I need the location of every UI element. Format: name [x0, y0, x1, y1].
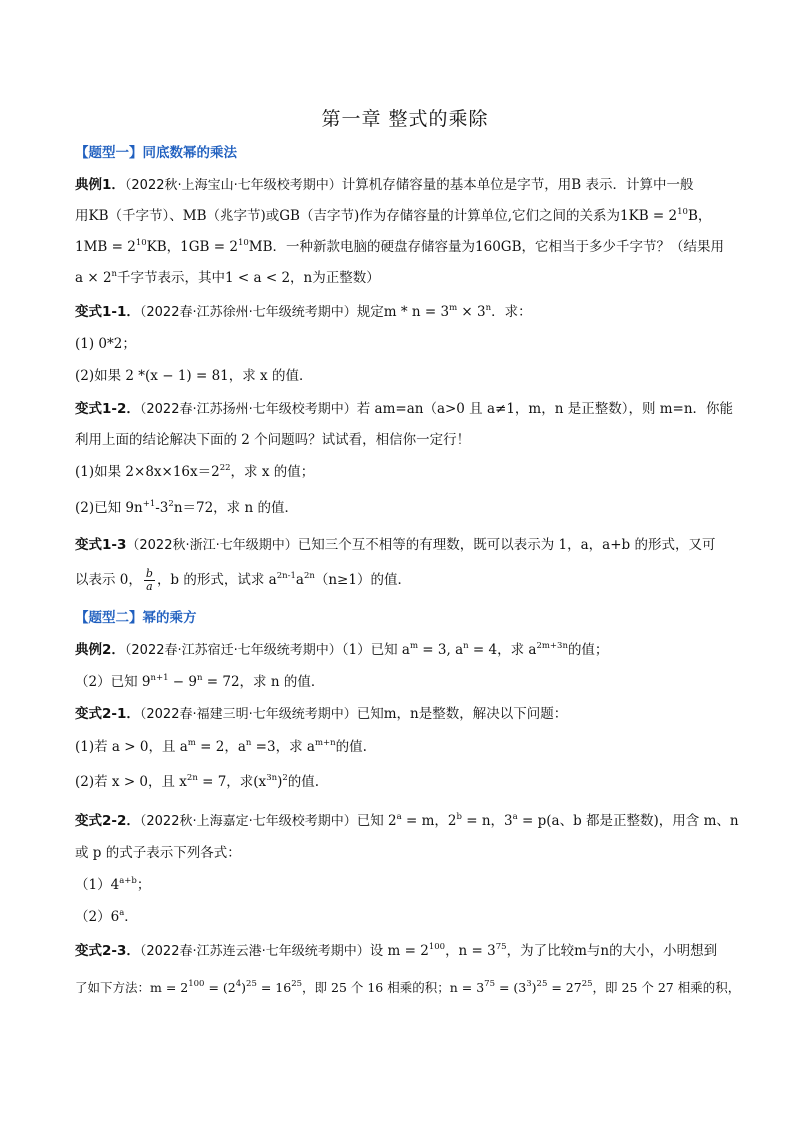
example-2-text-2c: = 72，求 n 的值． [202, 674, 325, 690]
fraction-denominator: a [146, 580, 153, 593]
exponent: 25 [291, 979, 303, 989]
variant-2-2-q2-a: （2）6 [75, 909, 120, 925]
variant-2-3-source: （2022春·江苏连云港·七年级统考期中） [139, 944, 370, 959]
exponent: 3n [266, 773, 278, 783]
example-2-line-2 [75, 672, 735, 692]
variant-1-2-q2-text: (2)已知 9n [75, 500, 143, 516]
variant-2-1-q2-b: = 7，求(x [197, 774, 267, 790]
variant-1-2-question-1 [75, 462, 735, 482]
variant-2-1-q2-c: ) [277, 774, 283, 790]
example-2-label: 典例2． [75, 642, 125, 658]
exponent: b [456, 812, 462, 822]
exponent: 3 [526, 979, 532, 989]
exponent: 75 [484, 979, 495, 989]
variant-1-1-text-a: 规定m * n = 3 [356, 304, 450, 320]
variant-1-3-line-1 [75, 535, 735, 556]
exponent: 25 [581, 979, 593, 989]
exponent: a [512, 812, 518, 822]
variant-1-2-source: （2022春·江苏扬州·七年级校考期中） [139, 402, 357, 417]
exponent: a+b [119, 876, 137, 886]
variant-2-1-label: 变式2-1． [75, 706, 140, 722]
exponent: 2 [168, 499, 174, 509]
variant-2-2-line-2: 或 p 的式子表示下列各式： [75, 845, 241, 861]
variant-1-1-label: 变式1-1． [75, 304, 140, 320]
variant-2-1-q2-d: 的值. [287, 774, 320, 790]
page-title: 第一章 整式的乘除 [321, 108, 489, 130]
example-2-text-1a: （1）已知 a [341, 642, 410, 658]
exponent: n [245, 738, 252, 748]
example-2-text-1d: 的值； [567, 642, 609, 658]
exponent: 25 [246, 979, 257, 989]
variant-1-3-text-2d: （n≥1）的值． [314, 572, 411, 588]
variant-2-1-q1-b: = 2，a [195, 739, 246, 755]
variant-2-2-q1-a: （1）4 [75, 877, 120, 893]
example-2-text-2a: （2）已知 9 [75, 674, 151, 690]
variant-1-3-source: （2022秋·浙江·七年级期中） [126, 538, 298, 553]
variant-2-3-line-1 [75, 941, 735, 962]
example-1-text-3c: MB．一种新款电脑的硬盘存储容量为160GB，它相当于多少千字节？（结果用 [248, 239, 724, 255]
variant-2-1-q1-a: (1)若 a > 0，且 a [75, 739, 188, 755]
variant-1-2-q2-mid: -3 [155, 500, 169, 516]
exponent: 100 [428, 942, 446, 952]
example-1-text-4a: a × 2 [75, 270, 112, 286]
variant-2-1-q1-c: =3，求 a [251, 739, 315, 755]
variant-2-3-text-2f: = (3 [494, 980, 527, 995]
variant-2-3-text-2e: ，即 25 个 16 相乘的积；n = 3 [302, 980, 485, 995]
example-1-text-4b: 千字节表示，其中1 < a < 2，n为正整数） [117, 270, 380, 286]
variant-2-3-text-2d: = 16 [256, 980, 292, 995]
variant-2-2-source: （2022秋·上海嘉定·七年级校考期中） [139, 814, 357, 829]
example-1-label: 典例1． [75, 177, 125, 193]
variant-2-3-line-2 [75, 978, 741, 998]
variant-2-2-question-2 [75, 907, 735, 927]
exponent: 2n [303, 571, 315, 581]
example-2-text-1b: = 3, a [418, 642, 464, 658]
example-1-line-4 [75, 268, 735, 288]
exponent: 22 [219, 463, 231, 473]
exponent: 4 [235, 979, 242, 989]
variant-2-1-question-2 [75, 772, 735, 792]
variant-1-2-line-2: 利用上面的结论解决下面的 2 个问题吗？试试看，相信你一定行！ [75, 432, 471, 448]
exponent: m [409, 641, 419, 651]
exponent: 100 [188, 979, 205, 989]
exponent: 2n [186, 773, 198, 783]
variant-2-2-label: 变式2-2． [75, 813, 140, 829]
example-1-text-1: 计算机存储容量的基本单位是字节，用B 表示．计算中一般 [341, 177, 694, 193]
variant-1-2-text-1: 若 am=an（a>0 且 a≠1，m，n 是正整数），则 m=n．你能 [356, 401, 734, 417]
exponent: a [119, 908, 125, 918]
variant-2-1-question-1 [75, 737, 735, 757]
fraction-numerator: b [145, 567, 153, 580]
example-2-line-1 [75, 640, 735, 661]
variant-1-1-line-1 [75, 302, 735, 323]
exponent: m [187, 738, 196, 748]
exponent: n+1 [150, 673, 169, 683]
variant-2-2-q2-b: ． [124, 909, 138, 925]
exponent: n [111, 269, 118, 279]
example-1-text-2: 用KB（千字节）、MB（兆字节)或GB（吉字节)作为存储容量的计算单位,它们之间的关系为1KB = 2 [75, 208, 678, 224]
variant-1-3-text-2a: 以表示 0， [75, 572, 142, 588]
example-2-source: （2022春·江苏宿迁·七年级统考期中） [124, 643, 342, 658]
example-1-line-3 [75, 237, 735, 257]
variant-2-3-text-2a: 了如下方法：m = 2 [75, 980, 189, 995]
variant-2-2-text-b: = m，2 [401, 813, 457, 829]
variant-2-3-label: 变式2-3． [75, 943, 140, 959]
variant-2-3-text-2g: ) [531, 980, 537, 995]
variant-2-1-line-1 [75, 704, 735, 725]
exponent: n [463, 641, 469, 651]
variant-1-1-question-2: (2)如果 2 *(x − 1) = 81，求 x 的值． [75, 368, 313, 384]
variant-1-1-text-c: ．求： [491, 304, 532, 320]
variant-1-1-text-b: × 3 [457, 304, 486, 320]
exponent: 25 [536, 979, 548, 989]
exponent: 2n-1 [276, 571, 296, 581]
variant-1-2-q1-tail: ，求 x 的值； [230, 464, 315, 480]
variant-1-3-text-1: 已知三个互不相等的有理数，既可以表示为 1，a，a+b 的形式，又可 [297, 537, 716, 553]
exponent: 75 [495, 942, 507, 952]
exponent: 10 [135, 238, 147, 248]
example-2-text-1c: = 4，求 a [468, 642, 537, 658]
variant-1-2-label: 变式1-2． [75, 401, 140, 417]
variant-2-1-text-1: 已知m，n是整数，解决以下问题： [356, 706, 568, 722]
exponent: +1 [142, 499, 156, 509]
fraction-b-over-a [144, 568, 155, 593]
variant-2-3-text-c: ，为了比较m与n的大小，小明想到 [506, 943, 718, 959]
exponent: n [196, 673, 203, 683]
variant-1-3-text-2b: ，b 的形式，试求 a [156, 572, 277, 588]
example-1-line-1 [75, 175, 735, 196]
section-heading-1: 【题型一】同底数幂的乘法 [75, 145, 237, 161]
variant-2-2-line-1 [75, 811, 739, 832]
variant-1-2-question-2 [75, 498, 735, 518]
variant-2-1-q2-a: (2)若 x > 0，且 x [75, 774, 187, 790]
variant-2-2-text-c: = n，3 [461, 813, 513, 829]
variant-2-2-q1-b: ； [136, 877, 151, 893]
example-2-text-2b: − 9 [168, 674, 197, 690]
variant-1-3-line-2 [75, 568, 735, 593]
variant-1-1-source: （2022春·江苏徐州·七年级统考期中） [139, 305, 357, 320]
variant-2-3-text-2i: ，即 25 个 27 相乘的积， [592, 980, 741, 995]
exponent: 2 [282, 773, 288, 783]
variant-1-1-question-1: (1) 0*2； [75, 336, 136, 352]
exponent: 10 [237, 238, 249, 248]
variant-2-3-text-b: ，n = 3 [445, 943, 496, 959]
variant-2-3-text-2h: = 27 [547, 980, 582, 995]
variant-1-2-q2-tail: n＝72，求 n 的值． [173, 500, 298, 516]
exponent: m+n [314, 738, 336, 748]
variant-2-3-text-2b: = (2 [204, 980, 236, 995]
variant-1-2-line-1 [75, 399, 735, 420]
variant-2-1-source: （2022春·福建三明·七年级统考期中） [139, 707, 357, 722]
example-1-line-2 [75, 206, 735, 226]
exponent: m [449, 303, 458, 313]
section-heading-2: 【题型二】幂的乘方 [75, 610, 197, 626]
example-1-text-3a: 1MB = 2 [75, 239, 136, 255]
example-1-source: （2022秋·上海宝山·七年级校考期中） [124, 178, 342, 193]
exponent: n [485, 303, 492, 313]
exponent: 2m+3n [536, 641, 568, 651]
variant-2-2-text-d: = p(a、b 都是正整数)，用含 m、n [517, 813, 739, 829]
variant-2-2-text-a: 已知 2 [356, 813, 397, 829]
exponent: a [396, 812, 402, 822]
example-1-text-2e: B， [687, 208, 712, 224]
variant-2-1-q1-d: 的值. [335, 739, 367, 755]
variant-1-3-label: 变式1-3 [75, 537, 127, 553]
variant-1-2-q1-text: (1)如果 2×8x×16x＝2 [75, 464, 220, 480]
variant-1-3-text-2c: a [295, 572, 304, 588]
variant-2-3-text-2c: ) [241, 980, 247, 995]
variant-2-2-question-1 [75, 875, 735, 895]
exponent: 10 [677, 207, 688, 217]
variant-2-3-text-a: 设 m = 2 [369, 943, 429, 959]
example-1-text-3b: KB，1GB = 2 [146, 239, 238, 255]
